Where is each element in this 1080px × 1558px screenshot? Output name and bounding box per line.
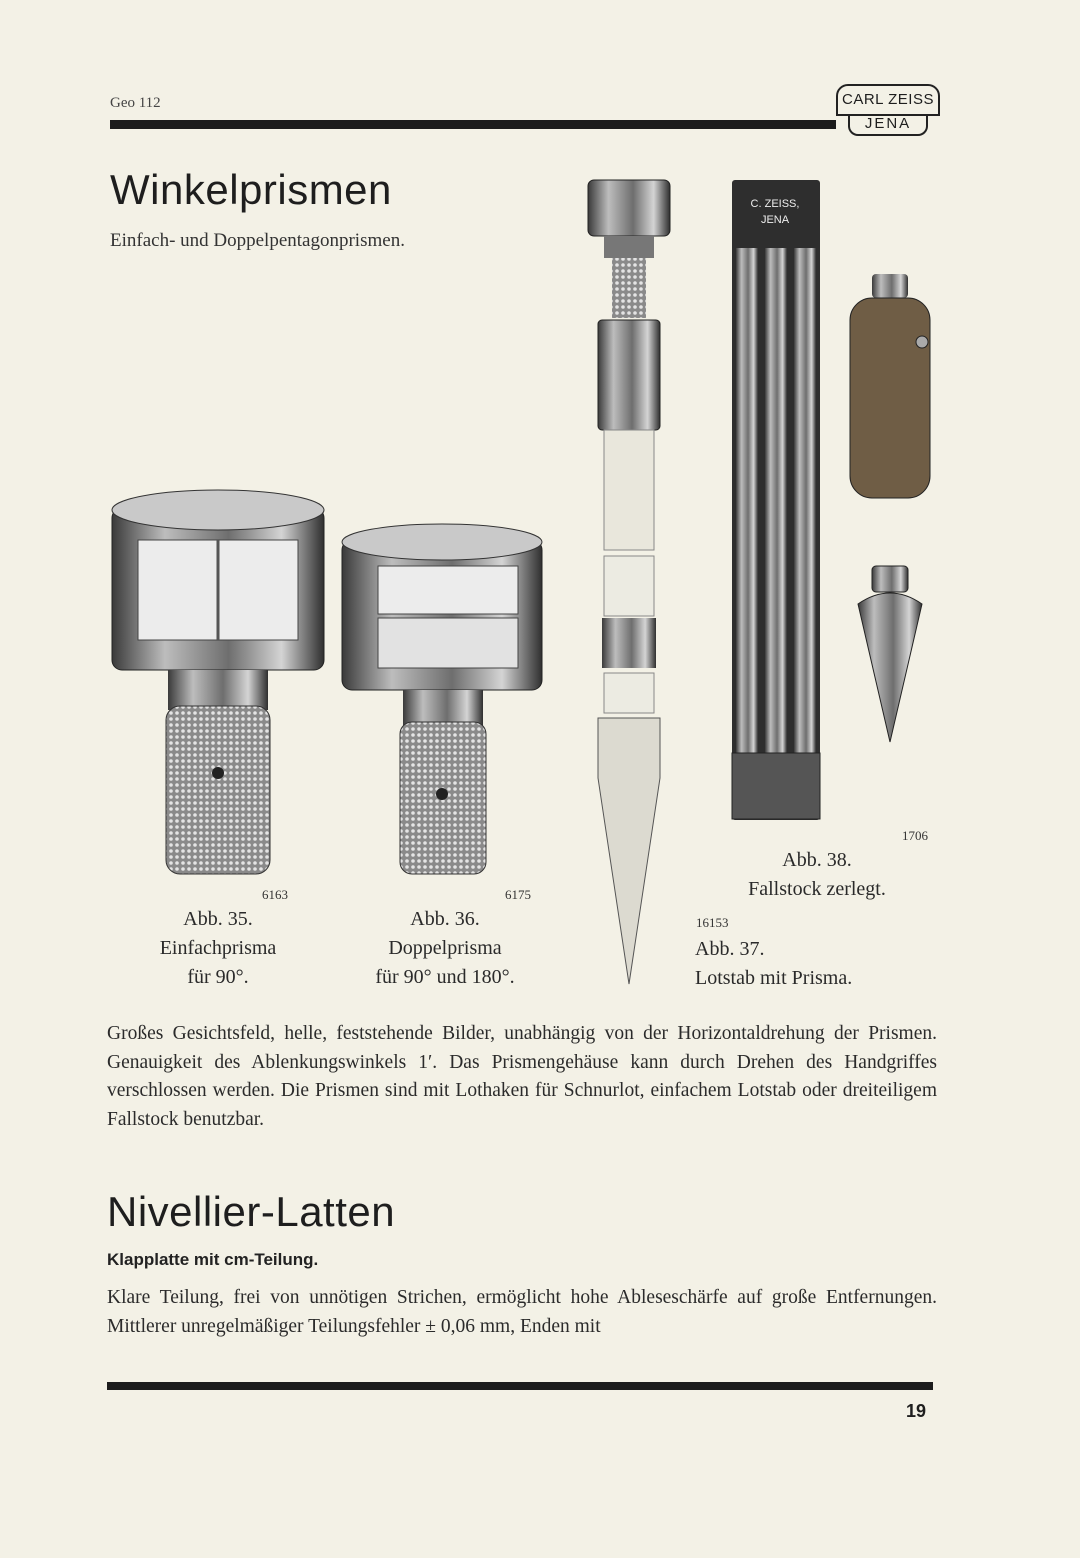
caption-abb: Abb. 35. [183,908,253,930]
figure-number: 6175 [505,887,531,902]
caption-abb-35 [128,905,308,992]
page-number: 19 [906,1401,927,1421]
section-title-winkelprismen: Winkelprismen [110,166,392,213]
section-subtitle: Einfach- und Doppelpentagonprismen. [110,230,405,251]
caption-abb: Abb. 36. [410,908,480,930]
catalog-code: Geo 112 [110,95,161,111]
fallstock-illustration [728,178,824,822]
fallstock-label: C. ZEISS, JENA [750,198,800,226]
section-subtitle-bold: Klapplatte mit cm-Teilung. [107,1250,319,1269]
caption-abb-37 [695,935,935,993]
caption-line1: Doppelprisma [388,937,502,959]
plumb-bob-case-illustration [846,270,936,502]
figure-number: 6163 [262,887,288,902]
figure-number: 16153 [696,915,729,930]
caption-line2: für 90°. [187,966,249,988]
zeiss-logo [836,84,938,136]
caption-line2: für 90° und 180°. [375,966,515,988]
caption-abb-38 [715,846,919,904]
single-prism-illustration [108,488,328,883]
double-prism-illustration [338,522,548,880]
plumb-bob-illustration [852,564,928,744]
logo-bottom-text: JENA [848,114,928,136]
logo-top-text: CARL ZEISS [836,84,940,116]
caption-line1: Lotstab mit Prisma. [695,967,853,989]
caption-abb: Abb. 38. [782,849,852,871]
caption-line1: Einfachprisma [159,937,277,959]
body-paragraph: Klare Teilung, frei von unnötigen Strichen, ermöglicht hohe Ableseschärfe auf große Entfernungen. Mittlerer unregelmäßiger Teilungsfehler ± 0,06 mm, Enden mit [107,1287,937,1337]
caption-abb-36 [340,905,550,992]
caption-line1: Fallstock zerlegt. [748,878,886,900]
footer-rule [107,1382,933,1390]
figure-number: 1706 [902,828,928,843]
body-paragraph: Großes Gesichtsfeld, helle, feststehende Bilder, unabhängig von der Horizontaldrehung der Prismen. Genauigkeit des Ablenkungswinkels 1′. Das Prismengehäuse kann durch Drehen des Handgriffes verschlossen werden. Die Prismen sind mit Lothaken für Schnurlot, einfachem Lotstab oder dreiteiligem Fallstock benutzbar. [107,1023,937,1130]
section-title-nivellier-latten: Nivellier-Latten [107,1188,396,1235]
header-rule [110,120,836,129]
caption-abb: Abb. 37. [695,938,765,960]
lotstab-illustration [584,178,674,986]
